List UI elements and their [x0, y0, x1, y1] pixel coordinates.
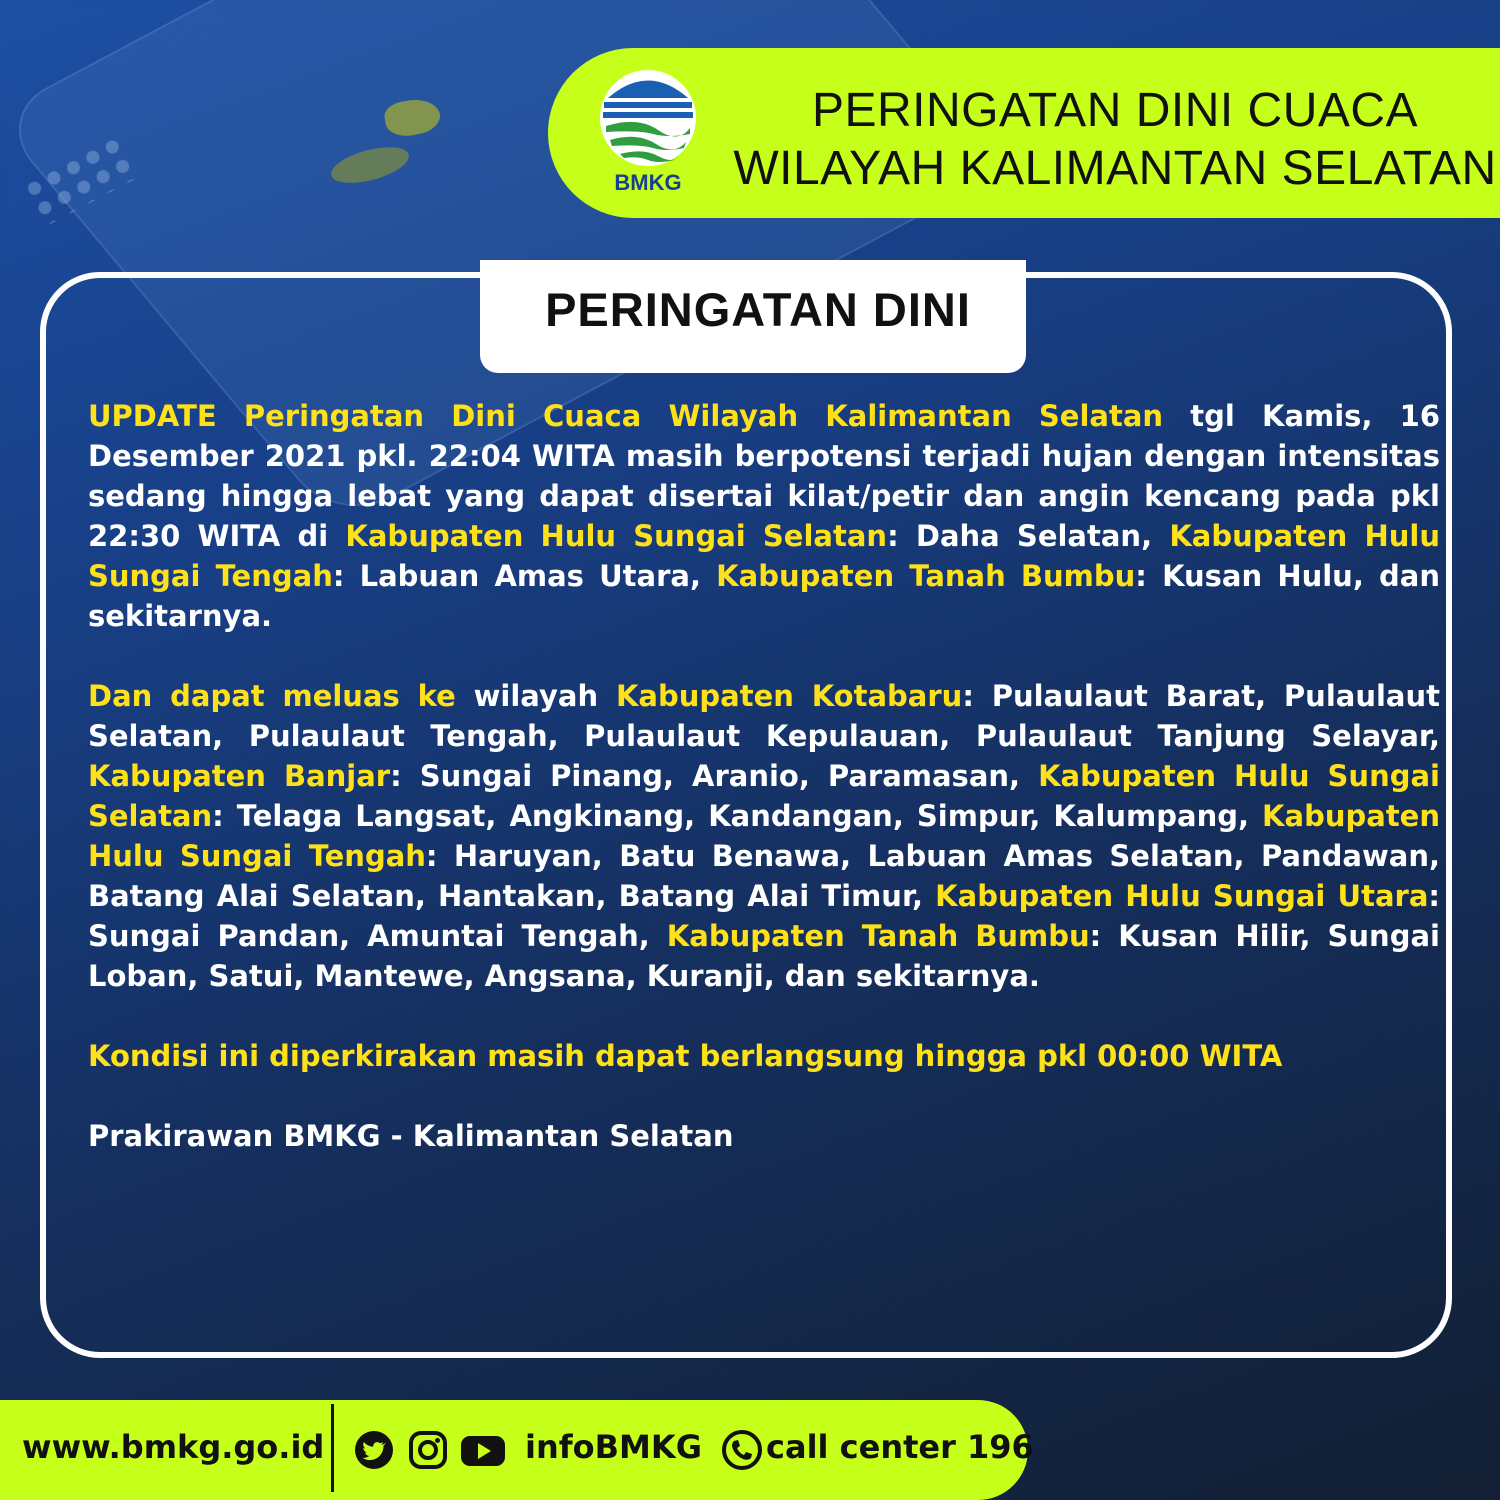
text-highlight: Kabupaten Hulu Sungai Tengah	[88, 799, 1440, 873]
text-highlight: Kabupaten Hulu Sungai Utara	[935, 879, 1429, 913]
text: : Haruyan, Batu Benawa, Labuan Amas Selatan, Pandawan, Batang Alai Selatan, Hantakan, Batang Alai Timur,	[88, 839, 1440, 913]
footer-divider	[331, 1404, 334, 1492]
text-highlight: Kabupaten Hulu Sungai Selatan	[345, 519, 888, 553]
text: : Labuan Amas Utara,	[332, 559, 717, 593]
bmkg-logo	[598, 68, 698, 193]
logo-text: BMKG	[614, 170, 682, 193]
text-highlight: UPDATE Peringatan Dini Cuaca Wilayah Kalimantan Selatan	[88, 399, 1164, 433]
warning-paragraph-2	[88, 676, 1440, 996]
text-highlight: Dan dapat meluas ke	[88, 679, 456, 713]
text-highlight: Kabupaten Banjar	[88, 759, 391, 793]
call-center-text[interactable]: call center 196	[766, 1428, 1034, 1466]
card-title: PERINGATAN DINI	[545, 283, 971, 336]
text: tgl Kamis, 16 Desember 2021 pkl. 22:04 WITA masih berpotensi terjadi hujan dengan intensitas sedang hingga lebat yang dapat disertai kilat/petir dan angin kencang pada pkl 22:30 WITA di	[88, 399, 1440, 553]
text: : Sungai Pandan, Amuntai Tengah,	[88, 879, 1440, 953]
text: : Sungai Pinang, Aranio, Paramasan,	[390, 759, 1039, 793]
text: wilayah	[455, 679, 616, 713]
social-handle[interactable]: infoBMKG	[525, 1428, 702, 1466]
page-title	[730, 82, 1500, 198]
title-line-2: WILAYAH KALIMANTAN SELATAN	[733, 142, 1497, 195]
signature: Prakirawan BMKG - Kalimantan Selatan	[88, 1119, 734, 1153]
text: : Kusan Hulu, dan sekitarnya.	[88, 559, 1440, 633]
title-line-1: PERINGATAN DINI CUACA	[811, 84, 1419, 137]
youtube-icon[interactable]	[460, 1430, 506, 1470]
text: : Pulaulaut Barat, Pulaulaut Selatan, Pulaulaut Tengah, Pulaulaut Kepulauan, Pulaulaut Tanjung Selayar,	[88, 679, 1440, 753]
warning-paragraph-1	[88, 396, 1440, 636]
warning-content	[88, 396, 1440, 1156]
text: : Daha Selatan,	[887, 519, 1170, 553]
text-highlight: Kabupaten Tanah Bumbu	[666, 919, 1090, 953]
text-highlight: Kabupaten Tanah Bumbu	[716, 559, 1136, 593]
website-link[interactable]: www.bmkg.go.id	[22, 1428, 325, 1466]
instagram-icon[interactable]	[408, 1430, 448, 1470]
text: : Kusan Hilir, Sungai Loban, Satui, Mantewe, Angsana, Kuranji, dan sekitarnya.	[88, 919, 1440, 993]
twitter-icon[interactable]	[354, 1430, 394, 1470]
phone-icon	[722, 1430, 762, 1470]
text-highlight: Kabupaten Hulu Sungai Tengah	[88, 519, 1440, 593]
duration-note: Kondisi ini diperkirakan masih dapat berlangsung hingga pkl 00:00 WITA	[88, 1039, 1283, 1073]
text-highlight: Kabupaten Kotabaru	[615, 679, 963, 713]
text-highlight: Kabupaten Hulu Sungai Selatan	[88, 759, 1440, 833]
text: : Telaga Langsat, Angkinang, Kandangan, Simpur, Kalumpang,	[212, 799, 1263, 833]
